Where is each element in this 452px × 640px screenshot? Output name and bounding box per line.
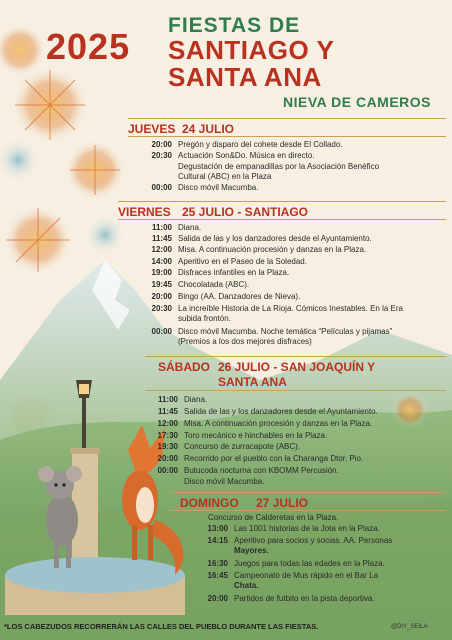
event-time: 11:45 (151, 234, 172, 243)
day-date-sabado-2: SANTA ANA (218, 375, 287, 389)
day-date-sabado: 26 JULIO - SAN JOAQUÍN Y (218, 360, 376, 374)
divider-line (128, 118, 446, 119)
event-time: 17:30 (157, 431, 178, 440)
divider-line (118, 219, 446, 220)
event-time: 16:30 (207, 559, 228, 568)
event-time: 19:00 (151, 268, 172, 277)
event-text: Toro mecánico e hinchables en la Plaza. (184, 431, 328, 440)
event-text: Salida de las y los danzadores desde el Ayuntamiento. (184, 407, 378, 416)
event-text: Disfraces infantiles en la Plaza. (178, 268, 290, 277)
event-text: Chocolatada (ABC). (178, 280, 250, 289)
day-name-sabado: SÁBADO (158, 360, 211, 374)
event-time: 11:00 (157, 395, 178, 404)
day-date-viernes: 25 JULIO - SANTIAGO (182, 205, 309, 219)
event-time: 11:00 (151, 223, 172, 232)
author-credit: @DIY_SEILA (391, 624, 428, 630)
day-name-jueves: JUEVES (128, 122, 176, 136)
divider-line (128, 136, 446, 137)
event-text: Aperitivo para socios y socias. AA. Personas (234, 536, 393, 545)
divider-line (170, 510, 446, 511)
divider-line (170, 492, 446, 493)
event-text: Concurso de zurracapote (ABC). (184, 442, 301, 451)
event-text: Juegos para todas las edades en la Plaza. (234, 559, 385, 568)
event-time: 20:00 (151, 140, 172, 149)
day-name-domingo: DOMINGO (180, 496, 239, 510)
event-text: Diana. (178, 223, 202, 232)
event-time: 13:00 (207, 524, 228, 533)
event-text: Aperitivo en el Paseo de la Soledad. (178, 257, 307, 266)
event-text: Partidos de futbito en la pista deportiva. (234, 594, 375, 603)
title-line-2: SANTA ANA (168, 62, 322, 92)
day-date-jueves: 24 JULIO (182, 122, 235, 136)
event-text: Disco móvil Macumba. Noche temática “Películas y pijamas” (178, 327, 393, 336)
event-text: Las 1001 historias de la Jota en la Plaza. (234, 524, 380, 533)
fiestas-heading: FIESTAS DE (168, 14, 301, 37)
event-text: Misa. A continuación procesión y danzas en la Plaza. (178, 245, 367, 254)
event-text: subida frontón. (178, 314, 231, 323)
divider-line (118, 201, 446, 202)
event-time: 19:45 (151, 280, 172, 289)
event-text: Mayores. (234, 546, 269, 555)
event-time: 20:00 (151, 292, 172, 301)
event-time: 00:00 (151, 183, 172, 192)
event-text: Salida de las y los danzadores desde el Ayuntamiento. (178, 234, 372, 243)
event-text: Concurso de Calderetas en la Plaza. (208, 513, 339, 522)
event-text: Disco móvil Macumba. (178, 183, 259, 192)
event-time: 12:00 (157, 419, 178, 428)
event-text: Chata. (234, 581, 259, 590)
event-text: La increíble Historia de La Rioja. Cómicos Inestables. En la Era (178, 304, 403, 313)
event-time: 14:15 (207, 536, 228, 545)
event-time: 11:45 (157, 407, 178, 416)
event-text: Actuación Son&Do. Música en directo. (178, 151, 315, 160)
event-text: Pregón y disparo del cohete desde El Collado. (178, 140, 343, 149)
place-name: NIEVA DE CAMEROS (283, 94, 432, 110)
event-time: 20:00 (207, 594, 228, 603)
day-date-domingo: 27 JULIO (256, 496, 309, 510)
event-time: 16:45 (207, 571, 228, 580)
event-time: 19:30 (157, 442, 178, 451)
event-time: 20:00 (157, 454, 178, 463)
event-text: Cultural (ABC) en la Plaza (178, 172, 272, 181)
event-text: Campeonato de Mus rápido en el Bar La (234, 571, 379, 580)
event-text: Bingo (AA. Danzadores de Nieva). (178, 292, 301, 301)
event-time: 12:00 (151, 245, 172, 254)
day-name-viernes: VIERNES (118, 205, 171, 219)
year-title: 2025 (46, 26, 131, 67)
event-time: 20:30 (151, 304, 172, 313)
event-text: Disco móvil Macumba. (184, 477, 265, 486)
event-text: Misa. A continuación procesión y danzas en la Plaza. (184, 419, 373, 428)
title-line-1: SANTIAGO Y (168, 35, 335, 65)
event-text: Butucoda nocturna con KBOMM Percusión. (184, 466, 339, 475)
event-text: (Premios a los dos mejores disfraces) (178, 337, 312, 346)
footer-note: *LOS CABEZUDOS RECORRERÁN LAS CALLES DEL PUEBLO DURANTE LAS FIESTAS. (4, 622, 319, 631)
divider-line (145, 390, 446, 391)
event-time: 20:30 (151, 151, 172, 160)
event-text: Diana. (184, 395, 208, 404)
divider-line (145, 356, 446, 357)
event-text: Recorrido por el pueblo con la Charanga Dtor. Pio. (184, 454, 364, 463)
event-text: Degustación de empanadillas por la Asociación Benéfico (178, 162, 380, 171)
event-time: 14:00 (151, 257, 172, 266)
event-time: 00:00 (151, 327, 172, 336)
event-time: 00:00 (157, 466, 178, 475)
